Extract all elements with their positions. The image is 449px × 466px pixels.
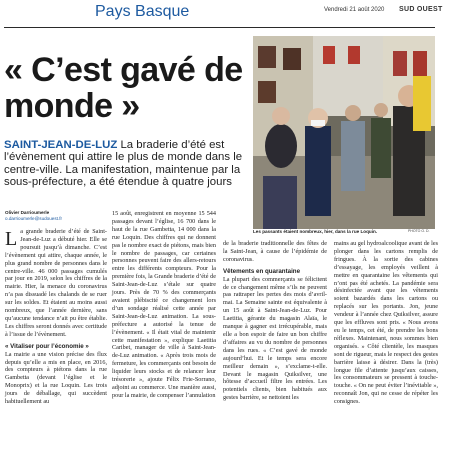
body-column-4 [334, 240, 438, 406]
body-paragraph: de la braderie traditionnelle des fêtes de la Saint-Jean, à cause de l’épidémie de coronavirus. [223, 240, 327, 263]
subheading: « Vitaliser pour l’économie » [5, 342, 89, 350]
body-column-2 [112, 210, 216, 400]
subheading: Vêtements en quarantaine [223, 267, 301, 275]
news-photo [253, 36, 435, 229]
header-rule [4, 27, 435, 28]
location-kicker: SAINT-JEAN-DE-LUZ [4, 139, 118, 151]
headline: « C’est gavé de monde » [4, 51, 243, 125]
street-crowd-photo-illustration [253, 36, 435, 229]
photo-credit: PHOTO O. D. [408, 229, 430, 233]
newspaper-brand: SUD OUEST [399, 6, 443, 13]
body-paragraph: La mairie a une vision précise des flux depuis qu’elle a mis en place, en 2016, des compteurs à piétons dans la rue Gambetta (devant l’église et le Monoprix) et la rue Loquin. Les trois jours de déballage, qui succèdent habituellement au [5, 350, 107, 406]
lead-paragraph [4, 139, 252, 189]
body-paragraph: La plupart des commerçants se félicitent de ce changement même s’ils ne peuvent pas rattraper les pertes des mois d’avril-mai. La Semaine sainte est équivalente à un 15 août à Saint-Jean-de-Luz. Pour Laetitia, gérante du magasin Alaïa, le manque à gagner est irrécupérable, mais elle a bon espoir de faire un bon chiffre d’affaires au vu du nombre de personnes dans les rues. « C’est gavé de monde aujourd’hui. Et le temps sera encore meilleur demain », s’exclame-t-elle. Devant le magasin Quiksilver, une hôtesse d’accueil filtre les entrées. Les potentiels clients, bien habitués aux gestes barrière, se nettoient les [223, 275, 327, 402]
body-column-1 [5, 228, 107, 406]
author-name: Olivier Darrioumerle [5, 210, 50, 215]
body-paragraph: a grande braderie d’été de Saint-Jean-de-Luz a débuté hier. Elle se poursuit jusqu’à dimanche. C’est l’évènement qui attire, chaque année, le plus grand nombre de personnes dans le centre-ville. 46 000 passages cumulés par jour en 2019, selon les chiffres de la mairie. Hier, la menace du coronavirus n’a pas dissuadé les chalands de se ruer sur les soldes. Et étaient au moins aussi nombreux, que l’année dernière, sans qu’aucune tendance n’ait pu être établie. Les chiffres seront donnés avec certitude à l’issue de l’évènement. [5, 228, 107, 338]
author-email[interactable]: o.darrioumerle@sudouest.fr [5, 216, 63, 221]
drop-cap: L [5, 228, 18, 250]
section-title: Pays Basque [95, 3, 190, 20]
photo-caption-text: Les passants étaient nombreux, hier, dans la rue Loquin. [253, 229, 378, 234]
byline [5, 210, 62, 222]
body-column-3 [223, 240, 327, 402]
lead-text: La braderie d’été est l’évènement qui attire le plus de monde dans le centre-ville. La manifestation, maintenue par la sous-préfecture, a été étendue à quatre jours [4, 139, 243, 189]
issue-date: Vendredi 21 août 2020 [324, 7, 385, 13]
page-header [0, 0, 449, 30]
body-paragraph: 15 août, enregistrent en moyenne 15 544 passages devant l’église, 16 700 dans le haut de la rue Gambetta, 14 000 dans la rue Loquin. Des chiffres qui ne donnent pas le nombre exact de piétons, mais bien le nombre de passages, car certaines personnes peuvent faire des allers-retours entre les différents compteurs. Pour la première fois, la Grande braderie d’été de Saint-Jean-de-Luz s’étale sur quatre jours. Près de 70 % des commerçants avaient plébiscité ce changement lors d’un sondage réalisé cette année par Saint-Jean-de-Luz animation. La sous-préfecture a autorisé la tenue de l’évènement. « Il était vital de maintenir cette manifestation », explique Laetitia Caribet, manager de ville à Saint-Jean-de-Luz animation. « Après trois mois de fermeture, les commerçants ont besoin de liquider leurs stocks et de relancer leur trésorerie », ajoute Félix Frie-Sorrano, adjoint au commerce. Une manière aussi, pour la mairie, de compenser l’annulation [112, 210, 216, 399]
body-paragraph: mains au gel hydroalcoolique avant de les plonger dans les cartons remplis de fringues. À la sortie des cabines d’essayage, les employés veillent à mettre en quarantaine les vêtements qui n’ont pas été achetés. La pandémie sera désinfectée avant que les vêtements soient bazardés dans les cartons ou replacés sur les portants. Jon, jeune vendeur à l’année chez Quiksilver, assure que les effluves sont pris. « Nous avons eu le temps, cet été, de prendre les bons réflexes. Maintenant, nous sommes bien organisés. » Côté clientèle, les masques sont de rigueur, mais le respect des gestes barrière laisse à désirer. Dans la (très) longue file d’attente jusqu’aux caisses, les consommateurs se pressent à touche-touche. « On ne peut éviter l’inévitable », reconnaît Jon, qui ne cesse de répéter les consignes. [334, 240, 438, 406]
